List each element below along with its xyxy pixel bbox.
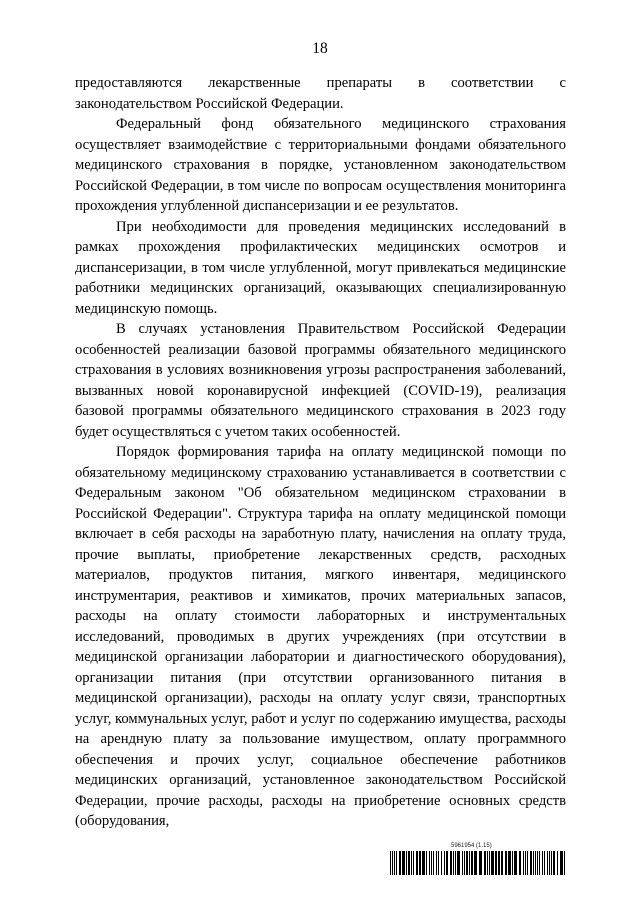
barcode-image <box>390 851 566 875</box>
paragraph: При необходимости для проведения медицинских исследований в рамках прохождения профилактических медицинских осмотров и диспансеризации, в том числе углубленной, могут привлекаться медицинские работники медицинских организаций, оказывающих специализированную медицинскую помощь. <box>75 218 566 317</box>
paragraph: В случаях установления Правительством Российской Федерации особенностей реализации базовой программы обязательного медицинского страхования в условиях возникновения угрозы распространения заболеваний, вызванных новой коронавирусной инфекцией (COVID-19), реализация базовой программы обязательного медицинского страхования в 2023 году будет осуществляться с учетом таких особенностей. <box>75 321 566 440</box>
paragraph: предоставляются лекарственные препараты в соответствии с законодательством Российской Федерации. <box>75 75 566 112</box>
paragraph: Федеральный фонд обязательного медицинского страхования осуществляет взаимодействие с территориальными фондами обязательного медицинского страхования в порядке, установленном законодательством Российской Федерации, в том числе по вопросам осуществления мониторинга прохождения углубленной диспансеризации и ее результатов. <box>75 116 566 214</box>
paragraph: Порядок формирования тарифа на оплату медицинской помощи по обязательному медицинскому страхованию устанавливается в соответствии с Федеральным законом "Об обязательном медицинском страховании в Российской Федерации". Структура тарифа на оплату медицинской помощи включает в себя расходы на заработную плату, начисления на оплату труда, прочие выплаты, приобретение лекарственных средств, расходных материалов, продуктов питания, мягкого инвентаря, медицинского инструментария, реактивов и химикатов, прочих материальных запасов, расходы на оплату стоимости лабораторных и инструментальных исследований, проводимых в других учреждениях (при отсутствии в медицинской организации лаборатории и диагностического оборудования), организации питания (при отсутствии организованного питания в медицинской организации), расходы на оплату услуг связи, транспортных услуг, коммунальных услуг, работ и услуг по содержанию имущества, расходы на арендную плату за пользование имуществом, оплату программного обеспечения и прочих услуг, социальное обеспечение работников медицинских организаций, установленное законодательством Российской Федерации, прочие расходы, расходы на приобретение основных средств (оборудования, <box>75 444 566 829</box>
document-body <box>75 73 566 832</box>
page-number: 18 <box>312 40 328 57</box>
document-code: 5961954 (1.15) <box>451 843 492 849</box>
